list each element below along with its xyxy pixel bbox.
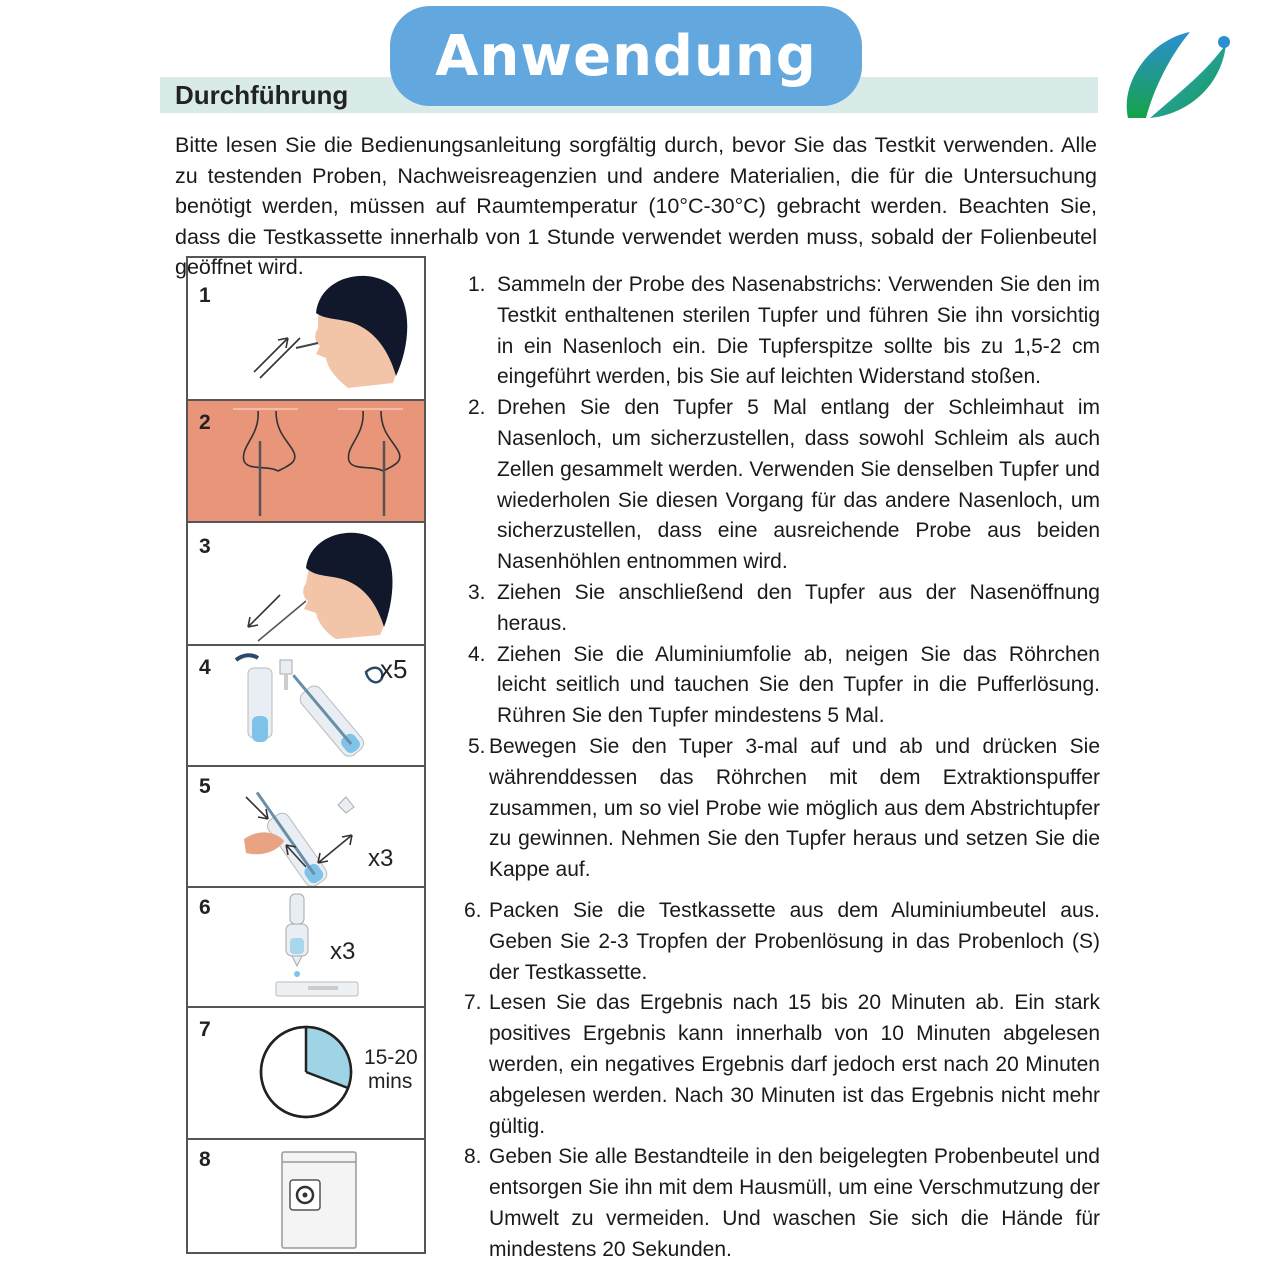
step-repeat-label: x3 xyxy=(368,845,394,872)
instructions-list xyxy=(460,270,1100,1266)
timer-range-label: 15-20 xyxy=(364,1046,418,1069)
instruction-item: 7. Lesen Sie das Ergebnis nach 15 bis 20 Minuten ab. Ein stark positives Ergebnis kann innerhalb von 10 Minuten abgelesen werden, ein negatives Ergebnis darf jedoch erst nach 20 Minuten abgelesen werden. Nach 30 Minuten ist das Ergebnis nicht mehr gültig. xyxy=(464,991,1100,1138)
step-panel-8 xyxy=(188,1140,424,1252)
page-title: Anwendung xyxy=(390,6,862,106)
step-panel-2 xyxy=(188,401,424,523)
step-panel-6 xyxy=(188,888,424,1008)
instruction-item: 5. Bewegen Sie den Tuper 3-mal auf und ab und drücken Sie währenddessen das Röhrchen mit dem Extraktionspuffer zusammen, um so viel Probe wie möglich aus dem Abstrichtupfer zu gewinnen. Nehmen Sie den Tupfer heraus und setzen Sie die Kappe auf. xyxy=(468,734,1100,882)
step-number: 1 xyxy=(199,284,211,307)
step-number: 8 xyxy=(199,1148,211,1171)
step-repeat-label: x5 xyxy=(380,654,408,684)
step-number: 7 xyxy=(199,1018,211,1041)
steps-illustration-panel xyxy=(186,256,426,1254)
step-number: 6 xyxy=(199,896,211,919)
step-number: 2 xyxy=(199,411,211,434)
instruction-item: 2. Drehen Sie den Tupfer 5 Mal entlang der Schleimhaut im Nasenloch, um sicherzustellen, dass sowohl Schleim als auch Zellen gesammelt werden. Verwenden Sie denselben Tupfer und wiederholen Sie diesen Vorgang für das andere Nasenloch, um sicherzustellen, dass eine ausreichende Probe aus beiden Nasenhöhlen entnommen wird. xyxy=(468,396,1100,574)
step-panel-1 xyxy=(188,258,424,401)
step-panel-7 xyxy=(188,1008,424,1140)
drop-on-cassette-icon xyxy=(188,888,424,1008)
instruction-item: 6. Packen Sie die Testkassette aus dem Aluminiumbeutel aus. Geben Sie 2-3 Tropfen der Probenlösung in das Probenloch (S) der Testkassette. xyxy=(464,898,1100,984)
nasal-swab-insert-icon xyxy=(188,258,424,401)
step-panel-4 xyxy=(188,646,424,767)
step-panel-5 xyxy=(188,767,424,888)
step-number: 3 xyxy=(199,535,211,558)
nasal-swab-remove-icon xyxy=(188,523,424,646)
nostril-rotation-icon xyxy=(188,401,424,523)
section-title: Durchführung xyxy=(175,80,349,110)
biohazard-bag-icon xyxy=(188,1140,424,1252)
instruction-item: 4. Ziehen Sie die Aluminiumfolie ab, neigen Sie das Röhrchen leicht seitlich und tauchen Sie den Tupfer in die Pufferlösung. Rühren Sie den Tupfer mindestens 5 Mal. xyxy=(468,642,1100,728)
step-number: 5 xyxy=(199,775,211,798)
instruction-item: 8. Geben Sie alle Bestandteile in den beigelegten Probenbeutel und entsorgen Sie ihn mit dem Hausmüll, um eine Verschmutzung der Umwelt zu vermeiden. Und waschen Sie sich die Hände für mindestens 20 Sekunden. xyxy=(464,1145,1100,1261)
step-number: 4 xyxy=(199,656,211,679)
step-repeat-label: x3 xyxy=(330,938,356,965)
instruction-item: 1. Sammeln der Probe des Nasenabstrichs: Verwenden Sie den im Testkit enthaltenen sterilen Tupfer und führen Sie ihn vorsichtig in ein Nasenloch ein. Die Tupferspitze sollte bis zu 1,5-2 cm eingeführt werden, bis Sie auf leichten Widerstand stoßen. xyxy=(468,273,1100,389)
timer-unit-label: mins xyxy=(368,1070,413,1093)
leaf-drop-logo-icon xyxy=(1110,22,1240,126)
instruction-item: 3. Ziehen Sie anschließend den Tupfer aus der Nasenöffnung heraus. xyxy=(468,580,1100,635)
step-panel-3 xyxy=(188,523,424,646)
intro-paragraph: Bitte lesen Sie die Bedienungsanleitung sorgfältig durch, bevor Sie das Testkit verwenden. Alle zu testenden Proben, Nachweisreagenzien und andere Materialien, die für die Untersuchung benötigt werden, müssen auf Raumtemperatur (10°C-30°C) gebracht werden. Beachten Sie, dass die Testkassette innerhalb von 1 Stunde verwendet werden muss, sobald der Folienbeutel geöffnet wird. xyxy=(175,133,1097,279)
